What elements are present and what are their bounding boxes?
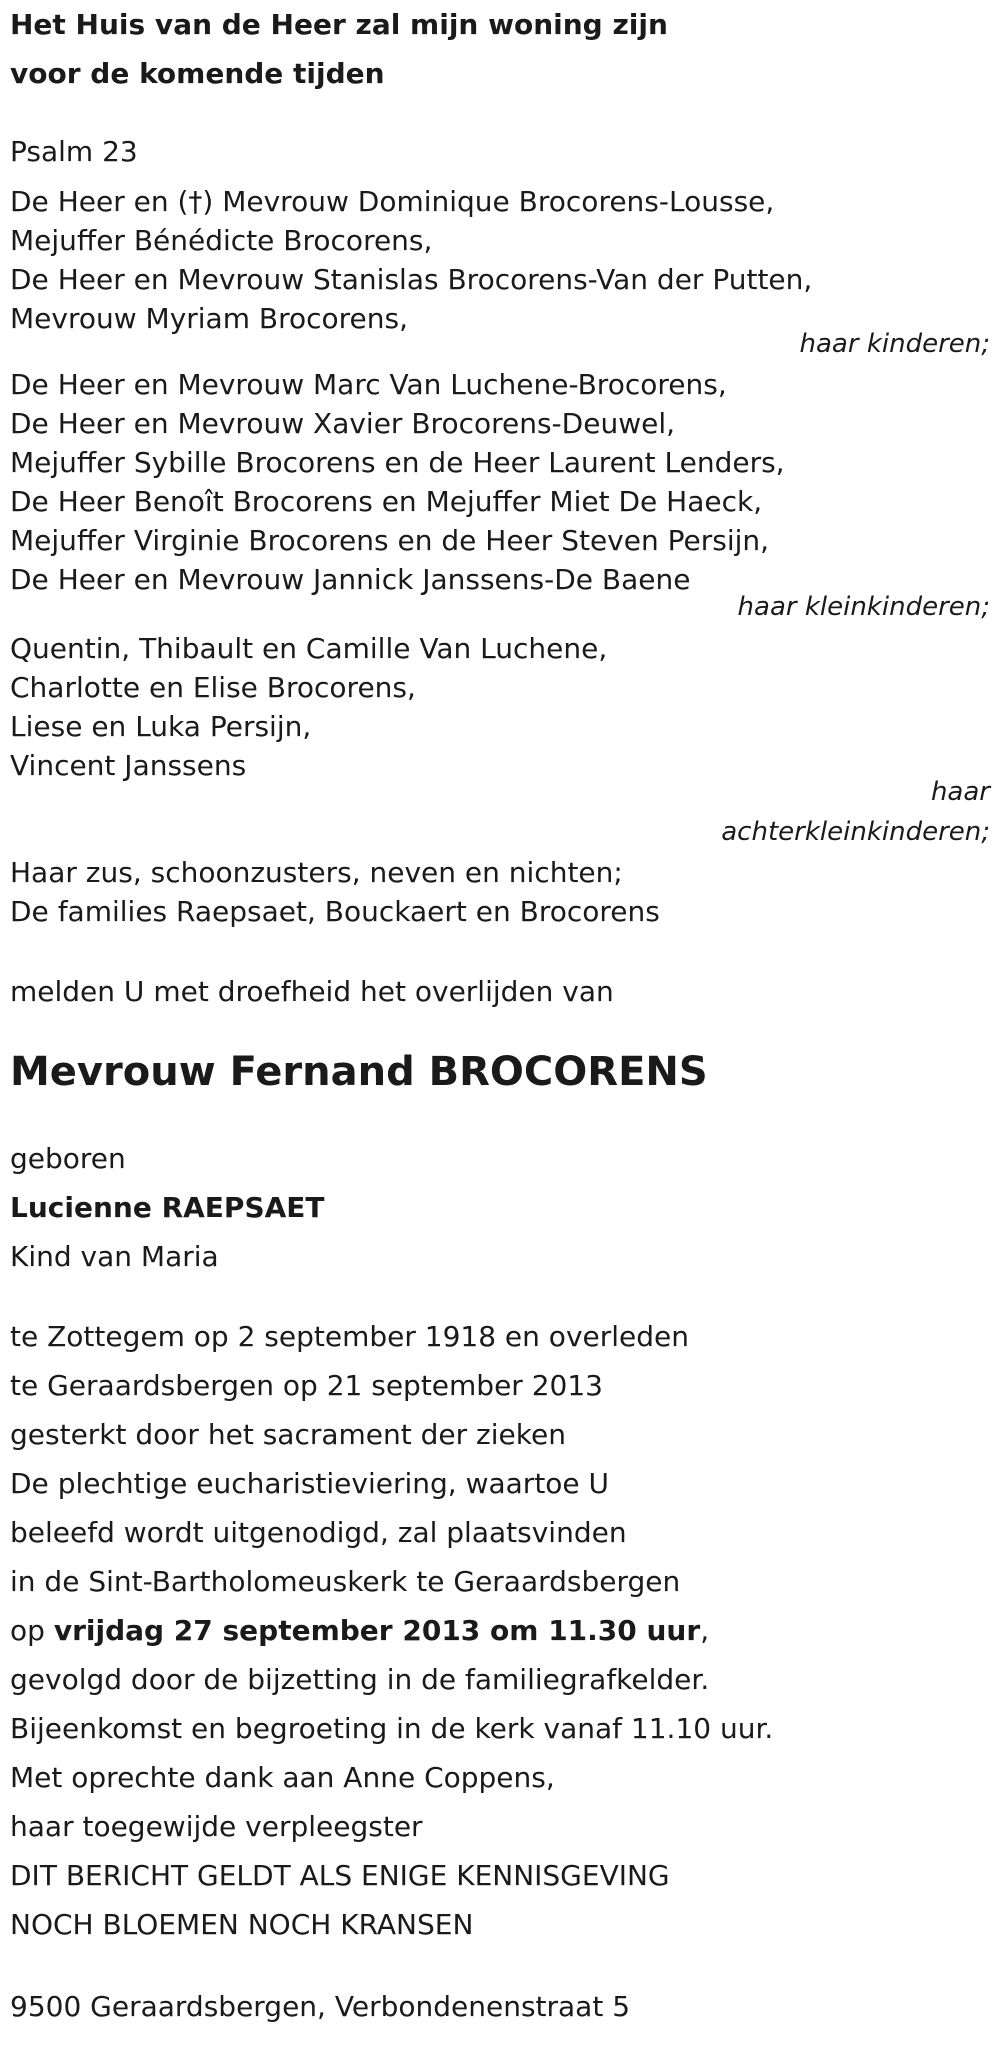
detail-line: NOCH BLOEMEN NOCH KRANSEN [10, 1908, 474, 1941]
great-grandchild-name: Charlotte en Elise Brocorens, [10, 671, 416, 704]
great-grandchild-name: Vincent Janssens [10, 749, 247, 782]
detail-line: te Zottegem op 2 september 1918 en overleden [10, 1320, 689, 1353]
epigraph-line-1: Het Huis van de Heer zal mijn woning zijn [10, 8, 668, 41]
child-of: Kind van Maria [10, 1240, 219, 1273]
epigraph-line-2: voor de komende tijden [10, 57, 385, 90]
detail-line: gesterkt door het sacrament der zieken [10, 1418, 566, 1451]
detail-line: in de Sint-Bartholomeuskerk te Geraardsbergen [10, 1565, 681, 1598]
detail-line: Bijeenkomst en begroeting in de kerk vanaf 11.10 uur. [10, 1712, 774, 1745]
service-date-prefix: op [10, 1614, 54, 1647]
other-relatives: De families Raepsaet, Bouckaert en Brocorens [10, 895, 660, 928]
great-grandchild-name: Quentin, Thibault en Camille Van Luchene, [10, 632, 608, 665]
relation-great-grandchildren-1: haar [930, 777, 990, 807]
other-relatives: Haar zus, schoonzusters, neven en nichten; [10, 856, 623, 889]
relation-great-grandchildren-2: achterkleinkinderen; [721, 817, 990, 847]
deceased-name: Mevrouw Fernand BROCORENS [10, 1049, 708, 1095]
detail-line: te Geraardsbergen op 21 september 2013 [10, 1369, 603, 1402]
service-date-suffix: , [700, 1614, 710, 1647]
grandchild-name: De Heer en Mevrouw Marc Van Luchene-Brocorens, [10, 368, 727, 401]
service-date-line [10, 1614, 709, 1648]
detail-line: haar toegewijde verpleegster [10, 1810, 423, 1843]
address: 9500 Geraardsbergen, Verbondenenstraat 5 [10, 1990, 631, 2023]
detail-line: beleefd wordt uitgenodigd, zal plaatsvinden [10, 1516, 627, 1549]
grandchild-name: Mejuffer Virginie Brocorens en de Heer Steven Persijn, [10, 524, 770, 557]
service-date: vrijdag 27 september 2013 om 11.30 uur [53, 1614, 701, 1647]
detail-line: gevolgd door de bijzetting in de familiegrafkelder. [10, 1663, 710, 1696]
grandchild-name: Mejuffer Sybille Brocorens en de Heer Laurent Lenders, [10, 446, 785, 479]
born-label: geboren [10, 1142, 126, 1175]
child-name: De Heer en Mevrouw Stanislas Brocorens-Van der Putten, [10, 263, 813, 296]
relation-grandchildren: haar kleinkinderen; [737, 592, 990, 622]
detail-line: DIT BERICHT GELDT ALS ENIGE KENNISGEVING [10, 1859, 670, 1892]
grandchild-name: De Heer en Mevrouw Jannick Janssens-De Baene [10, 563, 691, 596]
detail-line: Met oprechte dank aan Anne Coppens, [10, 1761, 555, 1794]
relation-children: haar kinderen; [799, 329, 990, 359]
grandchild-name: De Heer Benoît Brocorens en Mejuffer Miet De Haeck, [10, 485, 763, 518]
announcement-text: melden U met droefheid het overlijden van [10, 975, 614, 1008]
child-name: De Heer en (†) Mevrouw Dominique Brocorens-Lousse, [10, 185, 775, 218]
detail-line: De plechtige eucharistieviering, waartoe U [10, 1467, 610, 1500]
great-grandchild-name: Liese en Luka Persijn, [10, 710, 312, 743]
child-name: Mejuffer Bénédicte Brocorens, [10, 224, 433, 257]
grandchild-name: De Heer en Mevrouw Xavier Brocorens-Deuwel, [10, 407, 675, 440]
birth-name: Lucienne RAEPSAET [10, 1191, 325, 1224]
child-name: Mevrouw Myriam Brocorens, [10, 302, 409, 335]
epigraph-source: Psalm 23 [10, 135, 138, 168]
